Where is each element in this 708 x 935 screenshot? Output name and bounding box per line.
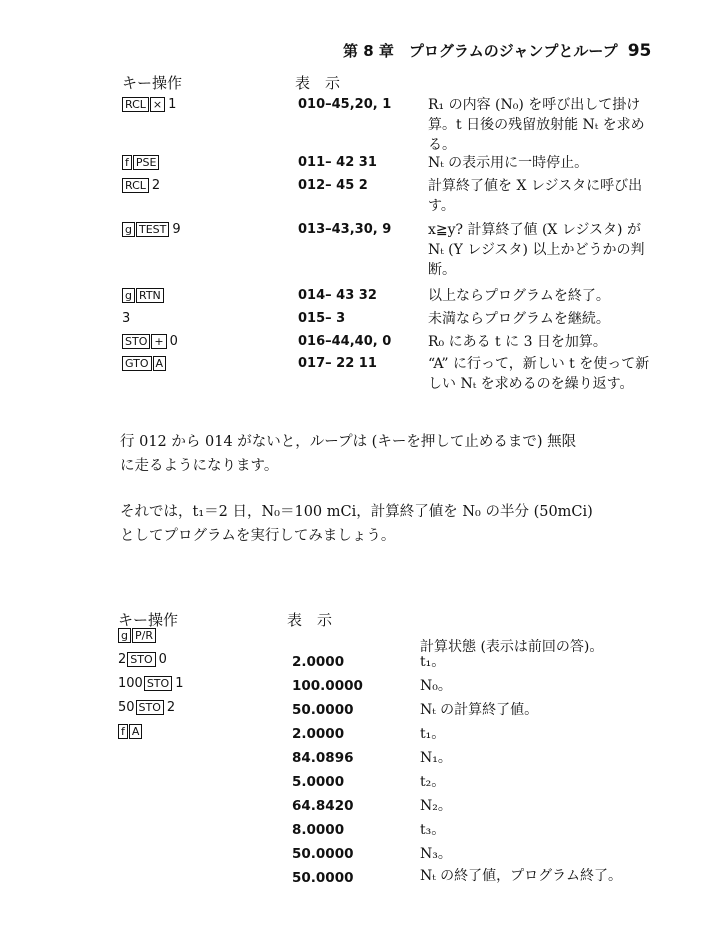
table1-row-desc: x≧y? 計算終了値 (X レジスタ) が Nₜ (Y レジスタ) 以上かどうかの判断。 — [428, 222, 645, 278]
table2-col-keys: キー操作 — [118, 611, 179, 629]
key-digit: 9 — [172, 222, 181, 237]
table1-row-display: 013–43,30, 9 — [298, 222, 392, 237]
table2-row-desc: t₃。 — [420, 822, 446, 838]
table2-row-desc: N₁。 — [420, 750, 452, 766]
table1-row-display: 015– 3 — [298, 311, 346, 326]
table2-row-display: 100.0000 — [292, 678, 363, 694]
table1-col-display: 表 示 — [295, 74, 341, 92]
table2-row-desc: Nₜ の終了値，プログラム終了。 — [420, 868, 623, 884]
table1-row-display: 014– 43 32 — [298, 288, 377, 303]
key-button: STO — [136, 700, 164, 715]
key-button: TEST — [136, 222, 169, 237]
table2-row-desc: t₁。 — [420, 726, 446, 742]
key-digit: 2 — [166, 700, 176, 715]
table2-row-display: 50.0000 — [292, 870, 354, 886]
table2-row-display: 8.0000 — [292, 822, 345, 838]
table2-row-keys — [118, 652, 167, 667]
key-button: STO — [127, 652, 155, 667]
table1-row-keys — [122, 288, 165, 303]
table1-row-desc: “A” に行って，新しい t を使って新しい Nₜ を求めるのを繰り返す。 — [428, 356, 650, 392]
key-button: A — [129, 724, 143, 739]
table2-row-desc: Nₜ の計算終了値。 — [420, 702, 539, 718]
table2-row-desc: t₂。 — [420, 774, 446, 790]
table2-row-desc: N₀。 — [420, 678, 452, 694]
paragraph-line: としてプログラムを実行してみましょう。 — [120, 528, 396, 544]
key-button: f — [118, 724, 128, 739]
table1-row-desc: 計算終了値を X レジスタに呼び出す。 — [428, 178, 643, 214]
paragraph-line: それでは，t₁＝2 日，N₀＝100 mCi，計算終了値を N₀ の半分 (50mCi) — [120, 504, 593, 520]
paragraph-line: に走るようになります。 — [120, 458, 279, 474]
key-button: A — [153, 356, 167, 371]
table2-row-keys — [118, 628, 157, 643]
key-digit: 0 — [169, 334, 178, 349]
table1-row-display: 011– 42 31 — [298, 155, 377, 170]
chapter-title: 第 8 章 プログラムのジャンプとループ — [343, 42, 618, 60]
key-digit: 1 — [175, 676, 184, 691]
table1-row-keys — [122, 311, 130, 326]
table2-col-display: 表 示 — [287, 611, 333, 629]
key-button: × — [150, 97, 165, 112]
table1-row-display: 016–44,40, 0 — [298, 334, 392, 349]
key-digit: 1 — [168, 97, 177, 112]
key-digit: 2 — [151, 178, 161, 193]
table1-row-display: 017– 22 11 — [298, 356, 377, 371]
table2-row-display: 84.0896 — [292, 750, 354, 766]
table1-row-keys — [122, 222, 181, 237]
table2-row-keys — [118, 676, 183, 691]
paragraph-line: 行 012 から 014 がないと，ループは (キーを押して止めるまで) 無限 — [120, 434, 577, 450]
table1-row-display: 010–45,20, 1 — [298, 97, 392, 112]
table2-row-desc: t₁。 — [420, 654, 446, 670]
key-button: f — [122, 155, 132, 170]
key-button: g — [118, 628, 131, 643]
table2-row-display: 2.0000 — [292, 726, 345, 742]
table2-row-display: 50.0000 — [292, 702, 354, 718]
table1-row-keys — [122, 155, 160, 170]
key-button: RTN — [136, 288, 164, 303]
page-number: 95 — [627, 41, 652, 61]
table2-row-desc: 計算状態 (表示は前回の答)。 — [420, 639, 604, 655]
table2-row-display: 64.8420 — [292, 798, 354, 814]
table1-row-display: 012– 45 2 — [298, 178, 368, 193]
table1-row-keys — [122, 356, 167, 371]
paragraph — [120, 430, 576, 478]
key-button: P/R — [132, 628, 156, 643]
table2-row-desc: N₃。 — [420, 846, 452, 862]
table2-row-display: 50.0000 — [292, 846, 354, 862]
key-button: + — [151, 334, 166, 349]
table1-row-desc: 未満ならプログラムを継続。 — [428, 311, 610, 327]
table1-row-desc: 以上ならプログラムを終了。 — [428, 288, 610, 304]
key-prefix: 2 — [118, 652, 127, 667]
table2-row-keys — [118, 700, 175, 715]
table2-row-desc: N₂。 — [420, 798, 452, 814]
key-digit: 0 — [158, 652, 167, 667]
table1-row-keys — [122, 178, 160, 193]
key-prefix: 50 — [118, 700, 135, 715]
table2-row-keys — [118, 724, 143, 739]
table1-row-desc: R₀ にある t に 3 日を加算。 — [428, 334, 607, 350]
key-button: PSE — [133, 155, 160, 170]
key-button: RCL — [122, 97, 149, 112]
table1-row-keys — [122, 334, 178, 349]
key-button: RCL — [122, 178, 149, 193]
table2-row-display: 2.0000 — [292, 654, 345, 670]
key-button: GTO — [122, 356, 152, 371]
table1-row-desc: R₁ の内容 (N₀) を呼び出して掛け算。t 日後の残留放射能 Nₜ を求める。 — [428, 97, 645, 153]
table1-col-keys: キー操作 — [122, 74, 183, 92]
table1-row-keys — [122, 97, 176, 112]
key-button: STO — [122, 334, 150, 349]
key-prefix: 100 — [118, 676, 143, 691]
key-button: g — [122, 222, 135, 237]
page-header — [343, 40, 651, 61]
key-digit: 3 — [122, 311, 131, 326]
paragraph — [120, 500, 593, 548]
table2-row-display: 5.0000 — [292, 774, 345, 790]
key-button: STO — [144, 676, 172, 691]
table1-row-desc: Nₜ の表示用に一時停止。 — [428, 155, 589, 171]
key-button: g — [122, 288, 135, 303]
